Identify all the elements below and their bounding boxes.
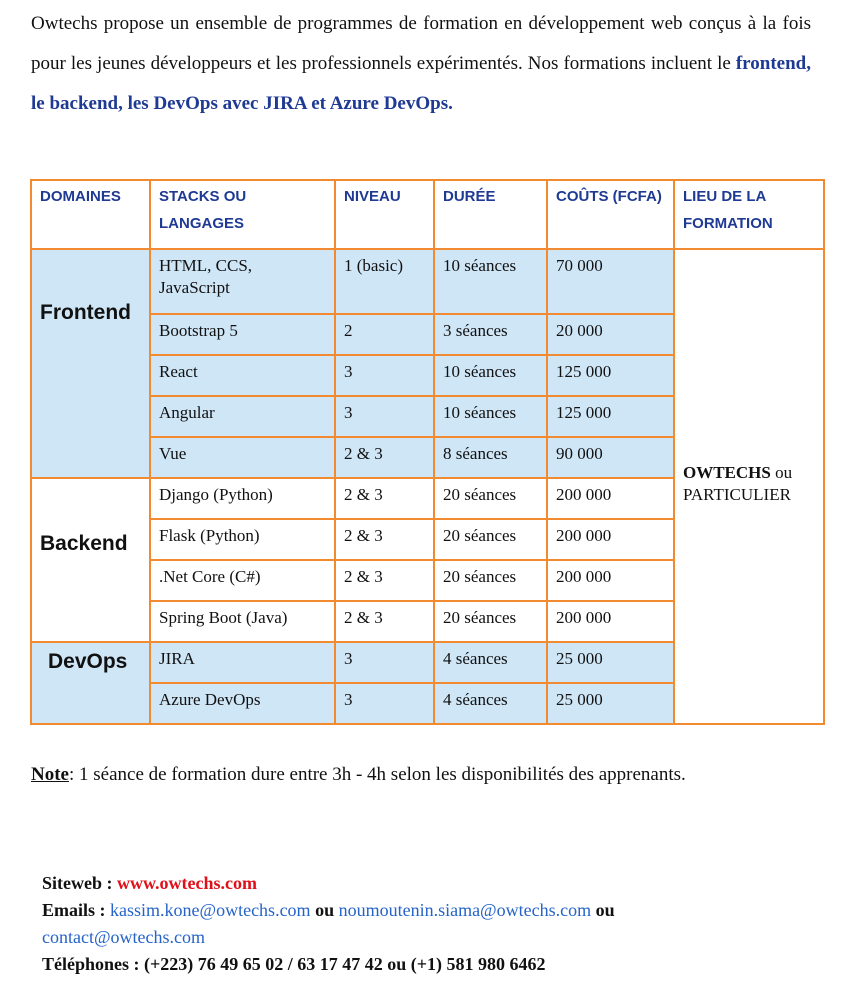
siteweb-link[interactable]: www.owtechs.com [117, 873, 257, 893]
niveau-cell: 2 & 3 [335, 560, 434, 601]
header-domaines: DOMAINES [31, 180, 150, 249]
lieu-or: ou [770, 463, 793, 482]
duree-cell: 10 séances [434, 355, 547, 396]
cout-cell: 200 000 [547, 478, 674, 519]
domain-devops-cell [31, 642, 150, 724]
duree-cell: 20 séances [434, 601, 547, 642]
emails-or-1: ou [310, 900, 339, 920]
phones-value: (+223) 76 49 65 02 / 63 17 47 42 ou (+1) 581 980 6462 [144, 954, 546, 974]
email-contact-link[interactable]: contact@owtechs.com [42, 927, 206, 947]
niveau-cell: 2 [335, 314, 434, 355]
stack-cell: JIRA [150, 642, 335, 683]
header-niveau: NIVEAU [335, 180, 434, 249]
duree-cell: 4 séances [434, 642, 547, 683]
cout-cell: 25 000 [547, 642, 674, 683]
emails-line [42, 897, 832, 951]
duree-cell: 4 séances [434, 683, 547, 724]
lieu-owtechs: OWTECHS [683, 463, 771, 482]
stack-cell: Flask (Python) [150, 519, 335, 560]
emails-label: Emails : [42, 900, 111, 920]
note-paragraph [31, 760, 811, 789]
stack-cell: Spring Boot (Java) [150, 601, 335, 642]
header-duree: DURÉE [434, 180, 547, 249]
duree-cell: 10 séances [434, 396, 547, 437]
phones-line [42, 951, 832, 978]
cout-cell: 20 000 [547, 314, 674, 355]
email-kassim-link[interactable]: kassim.kone@owtechs.com [110, 900, 311, 920]
niveau-cell: 2 & 3 [335, 601, 434, 642]
header-couts: COÛTS (FCFA) [547, 180, 674, 249]
note-text: : 1 séance de formation dure entre 3h - 4h selon les disponibilités des apprenants. [68, 764, 686, 785]
cout-cell: 200 000 [547, 601, 674, 642]
email-noumoutenin-link[interactable]: noumoutenin.siama@owtechs.com [338, 900, 592, 920]
header-lieu: LIEU DE LA FORMATION [674, 180, 824, 249]
stack-cell: HTML, CCS, JavaScript [150, 249, 335, 314]
intro-text: Owtechs propose un ensemble de programmes de formation en développement web conçus à la fois pour les jeunes développeurs et les professionnels expérimentés. Nos formations incluent le [31, 13, 811, 74]
cout-cell: 25 000 [547, 683, 674, 724]
cout-cell: 90 000 [547, 437, 674, 478]
stack-cell: Vue [150, 437, 335, 478]
niveau-cell: 2 & 3 [335, 437, 434, 478]
intro-end: . [448, 93, 453, 114]
duree-cell: 3 séances [434, 314, 547, 355]
lieu-particulier: PARTICULIER [683, 485, 791, 504]
siteweb-label: Siteweb : [42, 873, 117, 893]
note-label: Note [31, 764, 69, 785]
duree-cell: 20 séances [434, 560, 547, 601]
cout-cell: 125 000 [547, 396, 674, 437]
intro-highlight: frontend, le backend, les DevOps avec JIRA et Azure DevOps [31, 53, 811, 114]
emails-or-2: ou [591, 900, 615, 920]
table-row [31, 249, 824, 314]
niveau-cell: 2 & 3 [335, 519, 434, 560]
niveau-cell: 1 (basic) [335, 249, 434, 314]
intro-paragraph [31, 4, 811, 124]
lieu-cell [674, 249, 824, 724]
cout-cell: 125 000 [547, 355, 674, 396]
stack-cell: .Net Core (C#) [150, 560, 335, 601]
table-header-row [31, 180, 824, 249]
stack-cell: Azure DevOps [150, 683, 335, 724]
niveau-cell: 2 & 3 [335, 478, 434, 519]
duree-cell: 20 séances [434, 478, 547, 519]
phones-label: Téléphones : [42, 954, 145, 974]
stack-cell: Django (Python) [150, 478, 335, 519]
stack-cell: Bootstrap 5 [150, 314, 335, 355]
niveau-cell: 3 [335, 396, 434, 437]
formations-table [30, 179, 825, 725]
domain-backend-cell [31, 478, 150, 642]
domain-frontend: Frontend [40, 301, 131, 324]
niveau-cell: 3 [335, 642, 434, 683]
niveau-cell: 3 [335, 355, 434, 396]
cout-cell: 70 000 [547, 249, 674, 314]
niveau-cell: 3 [335, 683, 434, 724]
siteweb-line [42, 870, 832, 897]
cout-cell: 200 000 [547, 560, 674, 601]
cout-cell: 200 000 [547, 519, 674, 560]
duree-cell: 10 séances [434, 249, 547, 314]
duree-cell: 20 séances [434, 519, 547, 560]
header-stacks: STACKS OU LANGAGES [150, 180, 335, 249]
stack-cell: Angular [150, 396, 335, 437]
domain-frontend-cell [31, 249, 150, 478]
domain-devops: DevOps [48, 650, 128, 673]
domain-backend: Backend [40, 532, 128, 555]
duree-cell: 8 séances [434, 437, 547, 478]
contact-block [42, 870, 832, 978]
stack-cell: React [150, 355, 335, 396]
